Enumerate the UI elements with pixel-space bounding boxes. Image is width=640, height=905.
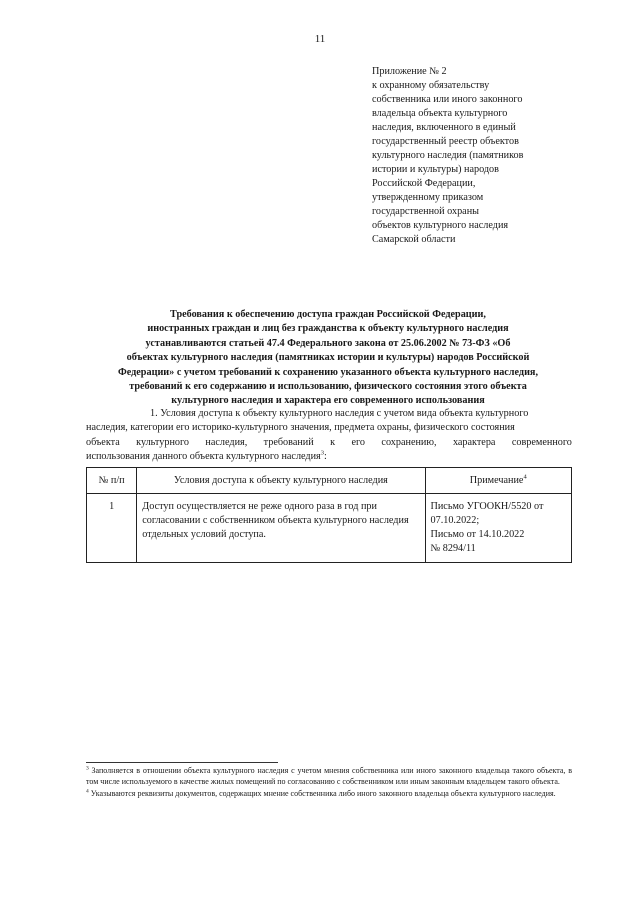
table-header-row bbox=[87, 468, 572, 494]
appendix-header bbox=[372, 65, 577, 247]
intro-line-end: : bbox=[324, 451, 327, 463]
intro-line-text: использования данного объекта культурного наследия bbox=[86, 451, 321, 463]
intro-word: культурного bbox=[136, 436, 190, 448]
title-line: Федерации» с учетом требований к сохранению указанного объекта культурного наследия, bbox=[118, 366, 538, 378]
note-line: 07.10.2022; bbox=[430, 515, 480, 526]
appendix-line: к охранному обязательству bbox=[372, 80, 490, 91]
intro-word: сохранению, bbox=[381, 436, 437, 448]
appendix-line: Самарской области bbox=[372, 234, 456, 245]
footnote-ref: 3 bbox=[320, 449, 324, 457]
intro-word: его bbox=[351, 436, 366, 448]
intro-word: объекта bbox=[86, 436, 120, 448]
intro-line: наследия, категории его историко-культурного значения, предмета охраны, физического состояния bbox=[86, 422, 515, 434]
document-title bbox=[88, 308, 568, 409]
appendix-line: государственный реестр объектов bbox=[372, 136, 519, 147]
note-line: Письмо от 14.10.2022 bbox=[430, 529, 525, 540]
title-line: культурного наследия и характера его современного использования bbox=[171, 395, 485, 407]
intro-word: требований bbox=[263, 436, 314, 448]
header-conditions: Условия доступа к объекту культурного наследия bbox=[137, 468, 425, 494]
appendix-line: наследия, включенного в единый bbox=[372, 122, 516, 133]
title-line: Требования к обеспечению доступа граждан Российской Федерации, bbox=[170, 309, 486, 320]
title-line: требований к его содержанию и использованию, физического состояния этого объекта bbox=[129, 381, 527, 393]
title-line: иностранных граждан и лиц без гражданства к объекту культурного наследия bbox=[147, 323, 509, 335]
intro-word: современного bbox=[511, 436, 572, 448]
title-line: устанавливаются статьей 47.4 Федерального закона от 25.06.2002 № 73-ФЗ «Об bbox=[145, 337, 511, 349]
footnote-text: Указываются реквизиты документов, содержащих мнение собственника либо иного законного владельца объекта культурного наследия. bbox=[90, 788, 556, 798]
row-number: 1 bbox=[87, 494, 137, 563]
appendix-line: объектов культурного наследия bbox=[372, 220, 509, 231]
row-note bbox=[425, 494, 572, 563]
footnote-separator bbox=[86, 762, 278, 763]
intro-word: характера bbox=[452, 436, 496, 448]
note-line: Письмо УГООКН/5520 от bbox=[430, 501, 544, 512]
intro-word: к bbox=[330, 436, 336, 448]
appendix-line: собственника или иного законного bbox=[372, 94, 523, 105]
row-conditions: Доступ осуществляется не реже одного раза в год при согласовании с собственником объекта культурного наследия отдельных условий доступа. bbox=[137, 494, 425, 563]
note-line: № 8294/11 bbox=[430, 543, 476, 554]
footnote-text: Заполняется в отношении объекта культурного наследия с учетом мнения собственника или иного законного владельца такого объекта, в том числе используемого в качестве жилых помещений по согласованию с собственником или иным законным владельцем такого объекта. bbox=[86, 766, 573, 787]
footnote bbox=[86, 788, 572, 799]
appendix-line: Приложение № 2 bbox=[372, 66, 447, 77]
intro-paragraph bbox=[86, 407, 572, 465]
appendix-line: Российской Федерации, bbox=[372, 178, 476, 189]
footnote-mark: 4 bbox=[86, 788, 89, 795]
header-number: № п/п bbox=[87, 468, 137, 494]
appendix-line: культурного наследия (памятников bbox=[372, 150, 524, 161]
intro-line bbox=[86, 450, 572, 464]
intro-word: наследия, bbox=[205, 436, 248, 448]
footnote bbox=[86, 765, 572, 788]
footnote-mark: 3 bbox=[86, 765, 89, 772]
footnote-ref: 4 bbox=[523, 473, 527, 481]
intro-line-justified bbox=[86, 436, 572, 450]
table-row bbox=[87, 494, 572, 563]
title-line: объектах культурного наследия (памятниках истории и культуры) народов Российской bbox=[126, 352, 530, 364]
appendix-line: владельца объекта культурного bbox=[372, 108, 508, 119]
appendix-line: государственной охраны bbox=[372, 206, 479, 217]
appendix-line: утвержденному приказом bbox=[372, 192, 484, 203]
header-note-text: Примечание bbox=[469, 475, 524, 486]
intro-line: 1. Условия доступа к объекту культурного наследия с учетом вида объекта культурного bbox=[150, 408, 529, 419]
appendix-line: истории и культуры) народов bbox=[372, 164, 499, 175]
page-number: 11 bbox=[314, 33, 326, 45]
footnotes bbox=[86, 765, 572, 799]
header-note bbox=[425, 468, 572, 494]
access-conditions-table bbox=[86, 467, 572, 563]
